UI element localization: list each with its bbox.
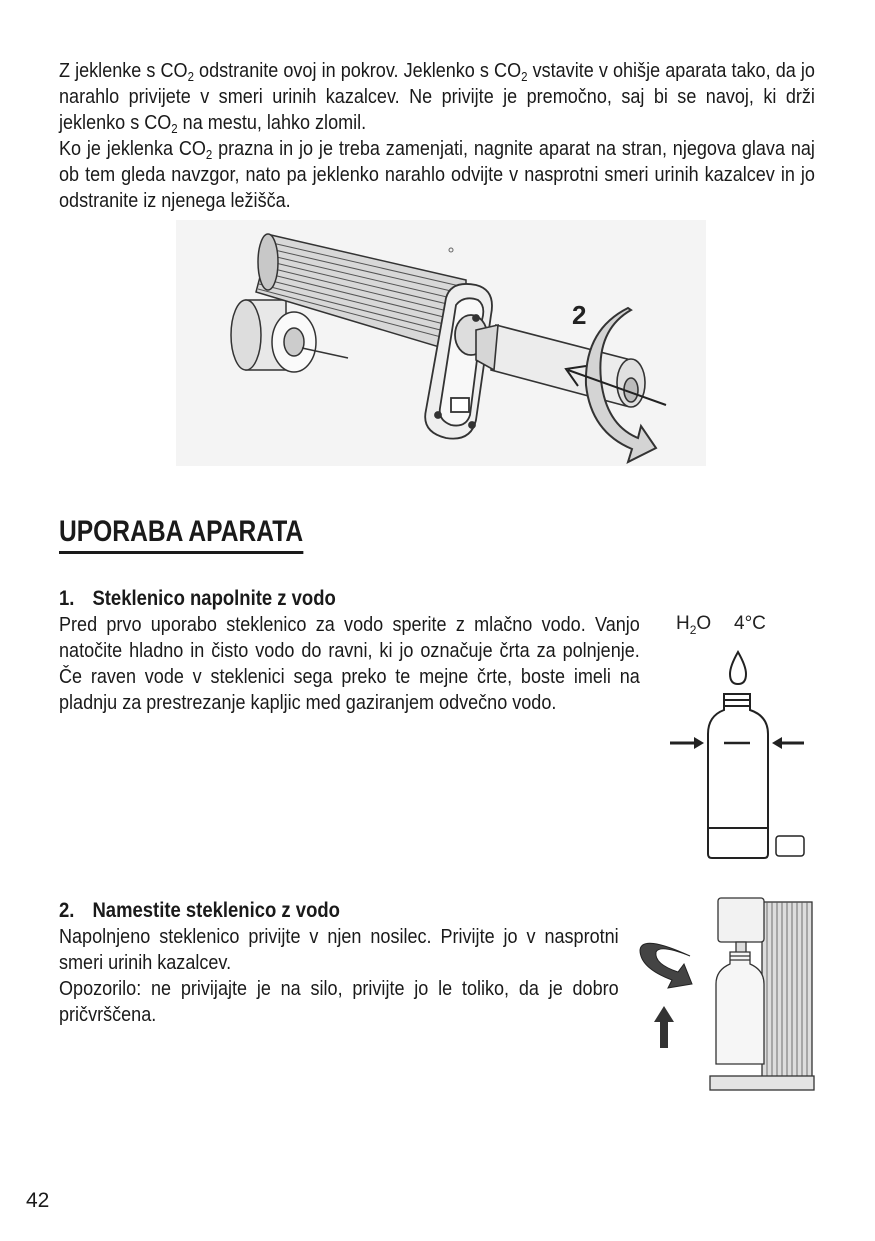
intro-paragraph-1: Z jeklenke s $CO_2$ odstranite ovoj in pokrov. Jeklenko s $CO_2$ vstavite v ohišje aparata tako, da jo narahlo privijete v smeri urinih kazalcev. Ne privijte je premočno, saj bi se navoj, ki drži jeklenko s $CO_2$ na mestu, lahko zlomil. <box>59 59 815 136</box>
page-number: 42 <box>26 1189 50 1212</box>
bottle <box>708 694 768 858</box>
twist-arrow-icon <box>640 943 692 988</box>
step-1-title: 1. Steklenico napolnite z vodo <box>59 587 336 610</box>
bottle-in-device-illustration <box>632 890 817 1095</box>
intro-paragraph-2: Ko je jeklenka $CO_2$ prazna in jo je treba zamenjati, nagnite aparat na stran, njegova glava naj ob tem gleda navzgor, nato pa jeklenko narahlo odvijte v nasprotni smeri urinih kazalcev in jo odstranite iz njenega ležišča. <box>59 137 815 212</box>
push-up-arrow-icon <box>654 1006 674 1048</box>
fill-line-arrow-right <box>772 737 804 749</box>
step-2-text: Napolnjeno steklenico privijte v njen nosilec. Privijte jo v nasprotni smeri urinih kazalcev. Opozorilo: ne privijajte je na silo, privijte jo le toliko, da je dobro pričvrščena. <box>59 925 619 1026</box>
step-1-text: Pred prvo uporabo steklenico za vodo sperite z mlačno vodo. Vanjo natočite hladno in čisto vodo do ravni, ki jo označuje črta za polnjenje. Če raven vode v steklenici sega preko te mejne črte, boste imeli na pladnju za prestrezanje kapljic med gaziranjem odvečno vodo. <box>59 613 640 714</box>
section-heading: UPORABA APARATA <box>59 514 303 554</box>
intro-text <box>59 58 815 214</box>
water-bottle-illustration <box>660 604 810 864</box>
water-label: $H_2O$ <box>676 613 712 637</box>
step-2-title: 2. Namestite steklenico z vodo <box>59 899 340 922</box>
temperature-label: 4°C <box>734 613 766 634</box>
drop-icon <box>730 652 746 684</box>
step-number-label: 2 <box>572 300 587 330</box>
fill-line-arrow-left <box>670 737 704 749</box>
bottle-cap <box>776 836 804 856</box>
cylinder-removal-illustration <box>176 220 706 466</box>
bottle-in-holder <box>716 952 764 1064</box>
